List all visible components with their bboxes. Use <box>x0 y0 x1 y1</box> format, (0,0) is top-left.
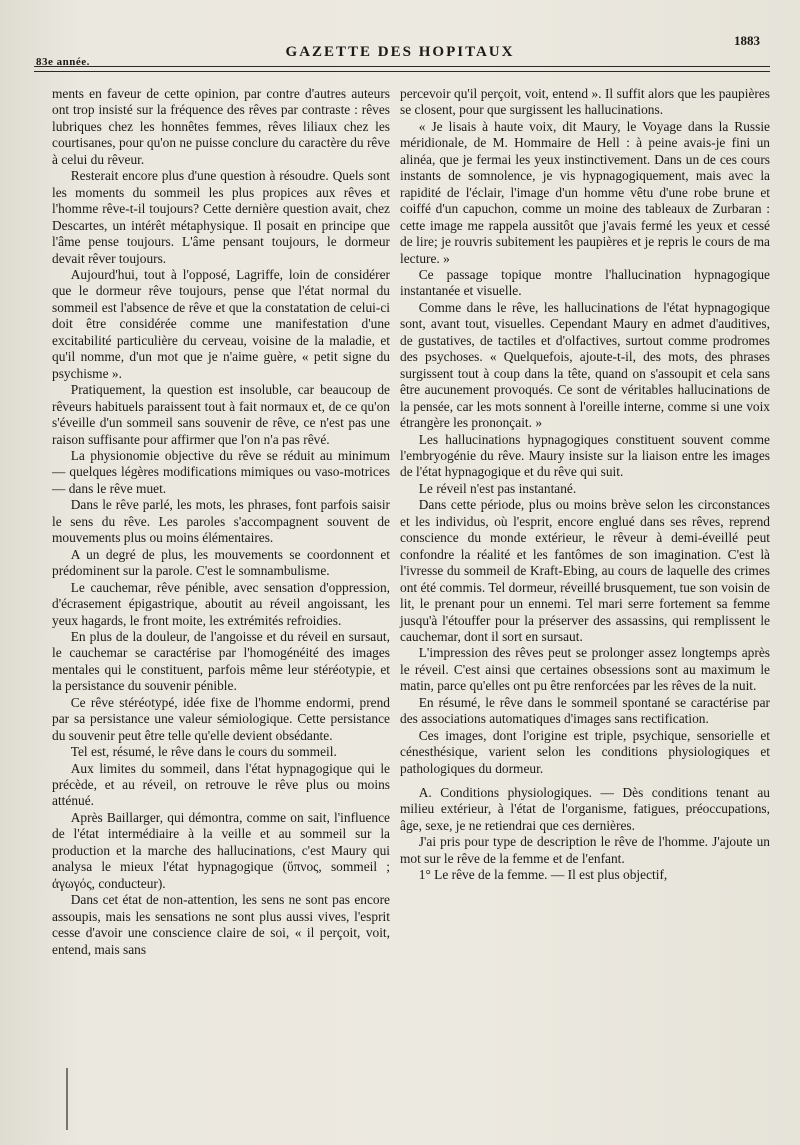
paragraph: 1° Le rêve de la femme. — Il est plus objectif, <box>418 867 668 883</box>
paragraph: Aux limites du sommeil, dans l'état hypnagogique qui le précède, et au réveil, on retrouve le rêve plus ou moins atténué. <box>52 760 390 809</box>
paragraph: « Je lisais à haute voix, dit Maury, le Voyage dans la Russie méridionale, de M. Hommaire de Hell : à peine avais-je fini un alinéa, que je fermai les yeux instinctivement. Dans un de ces cours instants de somnolence, je vis hypnagogiquement, mais avec la rapidité de l'éclair, l'image d'un homme vêtu d'une robe brune et coiffé d'un capuchon, comme un moine des tableaux de Zurbaran : cette image me rappela aussitôt que j'avais fermé les yeux et cessé de lire; je rouvris subitement les paupières et je repris le cours de ma lecture. » <box>400 118 770 266</box>
section-heading-paragraph: A. Conditions physiologiques. — Dès conditions tenant au milieu extérieur, à l'état de l'organisme, fatigues, préoccupations, âge, sexe, je ne retiendrai que ces dernières. <box>400 785 770 833</box>
paragraph: L'impression des rêves peut se prolonger assez longtemps après le réveil. C'est ainsi que certaines obsessions sont au maximum le matin, parce qu'elles ont pu être renforcées par les rêves de la nuit. <box>400 645 770 694</box>
masthead-title: GAZETTE DES HOPITAUX <box>285 44 515 60</box>
page-number: 1883 <box>734 33 760 48</box>
margin-mark <box>66 1068 68 1130</box>
paragraph: A un degré de plus, les mouvements se coordonnent et prédominent sur la parole. C'est le somnambulisme. <box>52 546 390 579</box>
paragraph: Les hallucinations hypnagogiques constituent souvent comme l'embryogénie du rêve. Maury insiste sur la liaison entre les images de l'état hypnagogique et du rêve qui suit. <box>400 431 770 480</box>
paragraph: Pratiquement, la question est insoluble, car beaucoup de rêveurs habituels paraissent tout à fait normaux et, de ce qu'on s'éveille d'un sommeil sans souvenir de rêve, ce n'est pas une raison suffisante pour affirmer que l'on n'a pas rêvé. <box>52 382 390 447</box>
left-column <box>52 86 390 958</box>
paragraph: En plus de la douleur, de l'angoisse et du réveil en sursaut, le cauchemar se caractérise par l'homogénéité des images mentales qui le constituent, parfois même leur stéréotypie, et la persistance du souvenir pénible. <box>52 628 390 694</box>
paragraph: Dans cet état de non-attention, les sens ne sont pas encore assoupis, mais les sensations ne sont plus aussi vives, l'esprit cesse d'avoir une conscience claire de soi, « il perçoit, voit, entend, mais sans <box>52 892 390 957</box>
paragraph: Le réveil n'est pas instantané. <box>418 480 577 496</box>
paragraph: La physionomie objective du rêve se réduit au minimum — quelques légères modifications mimiques ou vaso-motrices — dans le rêve muet. <box>52 447 390 496</box>
paragraph: Resterait encore plus d'une question à résoudre. Quels sont les moments du sommeil les plus propices aux rêves et l'homme rêve-t-il toujours? Cette dernière question avait, chez Descartes, un intérêt métaphysique. Il posait en principe que l'âme pense toujours. L'âme pensant toujours, le dormeur devait rêver toujours. <box>52 168 390 266</box>
paragraph: percevoir qu'il perçoit, voit, entend ». Il suffit alors que les paupières se closent, pour que surgissent les hallucinations. <box>400 86 770 118</box>
paragraph: Ces images, dont l'origine est triple, psychique, sensorielle et cénesthésique, varient selon les conditions physiologiques et pathologiques du dormeur. <box>400 727 770 776</box>
paragraph: Ce passage topique montre l'hallucination hypnagogique instantanée et visuelle. <box>400 266 770 299</box>
header-rule-thin <box>34 71 770 72</box>
paragraph: Après Baillarger, qui démontra, comme on sait, l'influence de l'état intermédiaire à la veille et au sommeil sur la production et la marche des hallucinations, c'est Maury qui analysa le mieux l'état hypnagogique (ὕπνος, sommeil ; ἀγωγός, conducteur). <box>52 809 390 891</box>
issue-label: 83e année. <box>36 56 90 68</box>
header-rule <box>34 66 770 67</box>
paragraph: Dans cette période, plus ou moins brève selon les circonstances et les individus, où l'esprit, encore englué dans ses rêves, reprend conscience du monde extérieur, le rêveur à demi-éveillé peut confondre la réalité et les fantômes de son imagination. C'est là l'ivresse du sommeil de Kraft-Ebing, au cours de laquelle des crimes ont été commis. Tel dormeur, réveillé brusquement, tue son voisin de lit, le prenant pour un ennemi. Tel mari serre fortement sa femme jusqu'à l'étouffer pour la préserver des assassins, qui remplissent le cauchemar, dont il sort en sursaut. <box>400 497 770 644</box>
paragraph: Comme dans le rêve, les hallucinations de l'état hypnagogique sont, avant tout, visuelles. Cependant Maury en admet d'auditives, de gustatives, de tactiles et d'olfactives, surtout comme prodromes des psychoses. « Quelquefois, ajoute-t-il, des mots, des phrases surgissent tout à coup dans la tête, quand on s'assoupit et cela sans être aucunement provoqués. Ce sont de véritables hallucinations de la pensée, car les mots sonnent à l'oreille interne, comme si une voix étrangère les prononçait. » <box>400 299 770 431</box>
paragraph: Le cauchemar, rêve pénible, avec sensation d'oppression, d'écrasement épigastrique, aboutit au réveil angoissant, les yeux hagards, le front moite, les extrémités refroidies. <box>52 579 390 628</box>
paragraph: En résumé, le rêve dans le sommeil spontané se caractérise par des associations automatiques d'images sans rectification. <box>400 694 770 727</box>
paragraph: ments en faveur de cette opinion, par contre d'autres auteurs ont trop insisté sur la fréquence des rêves par contraste : rêves lubriques chez les honnêtes femmes, rêves liliaux chez les courtisanes, pour qu'on ne puisse conclure du caractère du rêve à celui du rêveur. <box>52 86 390 167</box>
paragraph: Aujourd'hui, tout à l'opposé, Lagriffe, loin de considérer que le dormeur rêve toujours, pense que l'état normal du sommeil est l'absence de rêve et que la constatation de celui-ci doit être considérée comme une manifestation d'une excitabilité particulière du cerveau, voisine de la maladie, et qu'il nomme, d'un mot que je n'aime guère, « petit signe du psychisme ». <box>52 266 390 381</box>
right-column <box>400 86 770 884</box>
paragraph: J'ai pris pour type de description le rêve de l'homme. J'ajoute un mot sur le rêve de la femme et de l'enfant. <box>400 834 770 866</box>
paragraph: Tel est, résumé, le rêve dans le cours du sommeil. <box>70 744 337 760</box>
paragraph: Ce rêve stéréotypé, idée fixe de l'homme endormi, prend par sa persistance une valeur sémiologique. Cette persistance du souvenir peut être telle qu'elle devient obsédante. <box>52 694 390 743</box>
paragraph: Dans le rêve parlé, les mots, les phrases, font parfois saisir le sens du rêve. Les paroles s'accompagnent souvent de mouvements plus ou moins élémentaires. <box>52 497 390 546</box>
